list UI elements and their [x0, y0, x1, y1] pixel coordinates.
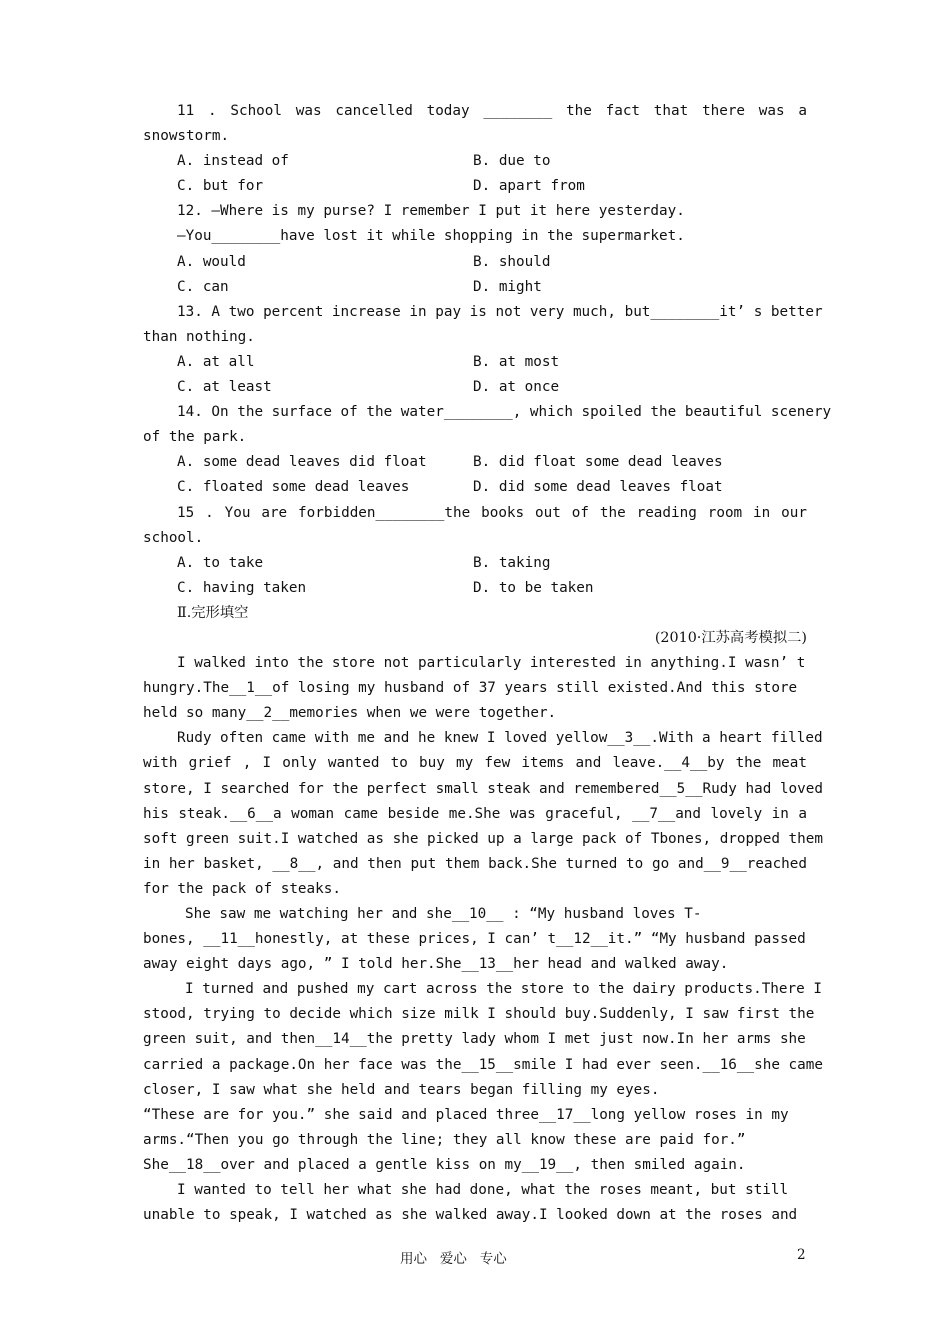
- section-heading: Ⅱ.完形填空: [177, 604, 249, 621]
- option-b: B. at most: [473, 353, 560, 370]
- passage-line: with grief , I only wanted to buy my few items and leave.__4__by the meat: [143, 755, 807, 772]
- passage-line: hungry.The__1__of losing my husband of 37 years still existed.And this store: [143, 680, 798, 697]
- option-a: A. at all: [177, 353, 255, 370]
- option-b: B. did float some dead leaves: [473, 454, 723, 471]
- option-d: D. did some dead leaves float: [473, 479, 723, 496]
- question-stem-cont: of the park.: [143, 429, 247, 446]
- question-stem: 13. A two percent increase in pay is not very much, but________it’ s better: [177, 303, 823, 320]
- page-content: [143, 99, 832, 1228]
- option-d: D. apart from: [473, 178, 585, 195]
- passage-line: arms.“Then you go through the line; they all know these are paid for.”: [143, 1131, 746, 1148]
- question-stem: 12. —Where is my purse? I remember I put it here yesterday.: [177, 203, 685, 220]
- passage-line: Rudy often came with me and he knew I loved yellow__3__.With a heart filled: [177, 730, 823, 747]
- question-14: [143, 400, 832, 500]
- options-row: [143, 450, 807, 475]
- options-row: [143, 174, 807, 199]
- passage-line: store, I searched for the perfect small steak and remembered__5__Rudy had loved: [143, 780, 823, 797]
- option-a: A. to take: [177, 554, 264, 571]
- option-d: D. at once: [473, 379, 560, 396]
- question-stem-cont: school.: [143, 529, 204, 546]
- option-d: D. might: [473, 278, 542, 295]
- option-c: C. but for: [177, 178, 264, 195]
- question-12: [143, 199, 807, 299]
- options-row: [143, 576, 807, 601]
- option-a: A. instead of: [177, 153, 289, 170]
- options-row: [143, 475, 807, 500]
- question-stem-cont: —You________have lost it while shopping in the supermarket.: [177, 228, 685, 245]
- option-c: C. floated some dead leaves: [177, 479, 410, 496]
- passage-line: held so many__2__memories when we were together.: [143, 705, 557, 722]
- question-stem-cont: than nothing.: [143, 328, 255, 345]
- option-a: A. would: [177, 253, 246, 270]
- question-stem-cont: snowstorm.: [143, 128, 230, 145]
- option-b: B. should: [473, 253, 551, 270]
- option-c: C. can: [177, 278, 229, 295]
- passage-line: She__18__over and placed a gentle kiss on my__19__, then smiled again.: [143, 1156, 746, 1173]
- passage-line: his steak.__6__a woman came beside me.She was graceful, __7__and lovely in a: [143, 805, 807, 822]
- question-15: [143, 501, 807, 601]
- passage-line: away eight days ago, ” I told her.She__13__her head and walked away.: [143, 956, 729, 973]
- passage-line: I walked into the store not particularly interested in anything.I wasn’ t: [177, 655, 806, 672]
- passage-line: in her basket, __8__, and then put them back.She turned to go and__9__reached: [143, 855, 807, 872]
- option-a: A. some dead leaves did float: [177, 454, 427, 471]
- page-number: 2: [797, 1247, 806, 1263]
- question-stem: 11 . School was cancelled today ________ the fact that there was a: [177, 103, 807, 119]
- passage-line: for the pack of steaks.: [143, 880, 341, 897]
- passage-line: closer, I saw what she held and tears began filling my eyes.: [143, 1081, 660, 1098]
- passage-line: “These are for you.” she said and placed three__17__long yellow roses in my: [143, 1106, 789, 1123]
- passage-line: bones, __11__honestly, at these prices, I can’ t__12__it.” “My husband passed: [143, 931, 806, 948]
- option-d: D. to be taken: [473, 579, 594, 596]
- options-row: [143, 275, 807, 300]
- passage-line: I turned and pushed my cart across the store to the dairy products.There I: [185, 981, 822, 998]
- passage-line: stood, trying to decide which size milk I should buy.Suddenly, I saw first the: [143, 1006, 815, 1023]
- passage-line: green suit, and then__14__the pretty lady whom I met just now.In her arms she: [143, 1031, 806, 1048]
- option-b: B. due to: [473, 153, 551, 170]
- option-c: C. having taken: [177, 579, 307, 596]
- passage-line: I wanted to tell her what she had done, what the roses meant, but still: [177, 1182, 789, 1199]
- options-row: [143, 149, 807, 174]
- options-row: [143, 350, 807, 375]
- passage-source: (2010·江苏高考模拟二): [654, 629, 807, 646]
- question-13: [143, 300, 823, 400]
- question-stem: 15 . You are forbidden________the books out of the reading room in our: [177, 504, 807, 521]
- passage-line: She saw me watching her and she__10__ : “My husband loves T-: [185, 906, 702, 922]
- options-row: [143, 250, 807, 275]
- cloze-passage: [143, 651, 823, 1228]
- options-row: [143, 375, 807, 400]
- option-b: B. taking: [473, 554, 551, 571]
- passage-line: soft green suit.I watched as she picked up a large pack of Tbones, dropped them: [143, 830, 823, 847]
- options-row: [143, 551, 807, 576]
- footer-motto: 用心 爱心 专心: [400, 1251, 507, 1267]
- question-stem: 14. On the surface of the water________, which spoiled the beautiful scenery: [177, 404, 832, 421]
- option-c: C. at least: [177, 379, 272, 396]
- passage-line: carried a package.On her face was the__15__smile I had ever seen.__16__she came: [143, 1056, 823, 1073]
- passage-line: unable to speak, I watched as she walked away.I looked down at the roses and: [143, 1207, 798, 1224]
- question-11: [143, 99, 807, 199]
